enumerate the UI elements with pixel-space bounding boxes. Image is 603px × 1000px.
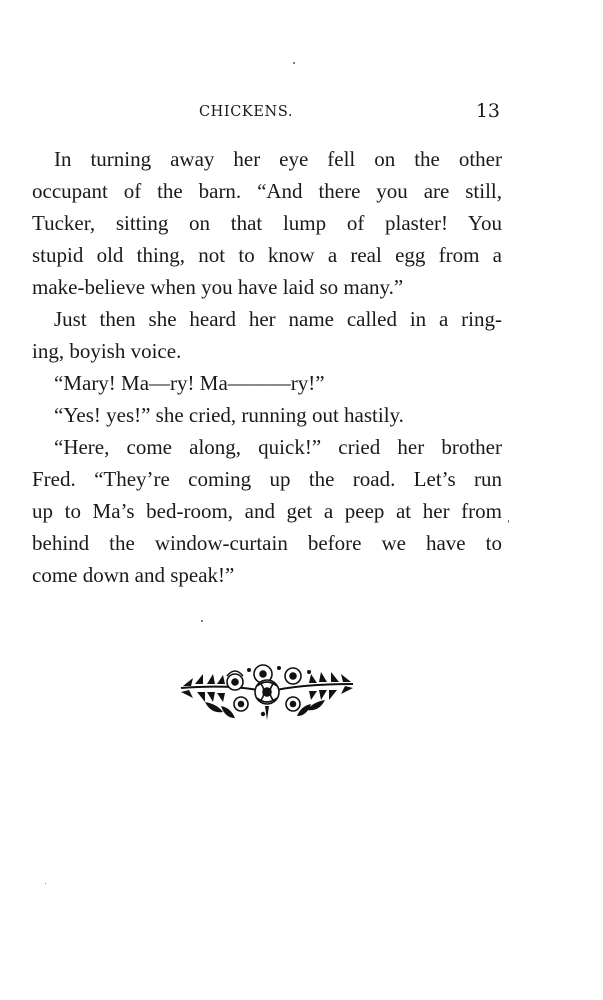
floral-tailpiece-icon [175,662,359,724]
running-head [54,100,500,126]
body-line: come down and speak!” [32,563,235,587]
body-line: Just then she heard her name called in a ring- [54,307,502,331]
running-title: CHICKENS. [198,104,294,120]
body-line: In turning away her eye fell on the other [54,147,502,171]
body-line: make-believe when you have laid so many.” [32,275,404,299]
paper-speck [293,62,295,64]
page-number: 13 [475,100,500,122]
body-line: Tucker, sitting on that lump of plaster! You [32,211,502,235]
body-line: behind the window-curtain before we have to [32,531,502,555]
body-line: “Yes! yes!” she cried, running out hastily. [54,403,404,427]
body-line: stupid old thing, not to know a real egg from a [32,243,502,267]
paper-speck [45,883,46,884]
paper-speck [201,620,203,622]
body-line: up to Ma’s bed-room, and get a peep at her from [32,499,502,523]
body-line: “Here, come along, quick!” cried her brother [54,435,502,459]
body-line: occupant of the barn. “And there you are still, [32,179,502,203]
body-line: ing, boyish voice. [32,339,182,363]
paper-speck [508,520,509,523]
body-text [32,143,502,591]
body-line: Fred. “They’re coming up the road. Let’s run [32,467,502,491]
body-line: “Mary! Ma—ry! Ma———ry!” [54,371,325,395]
